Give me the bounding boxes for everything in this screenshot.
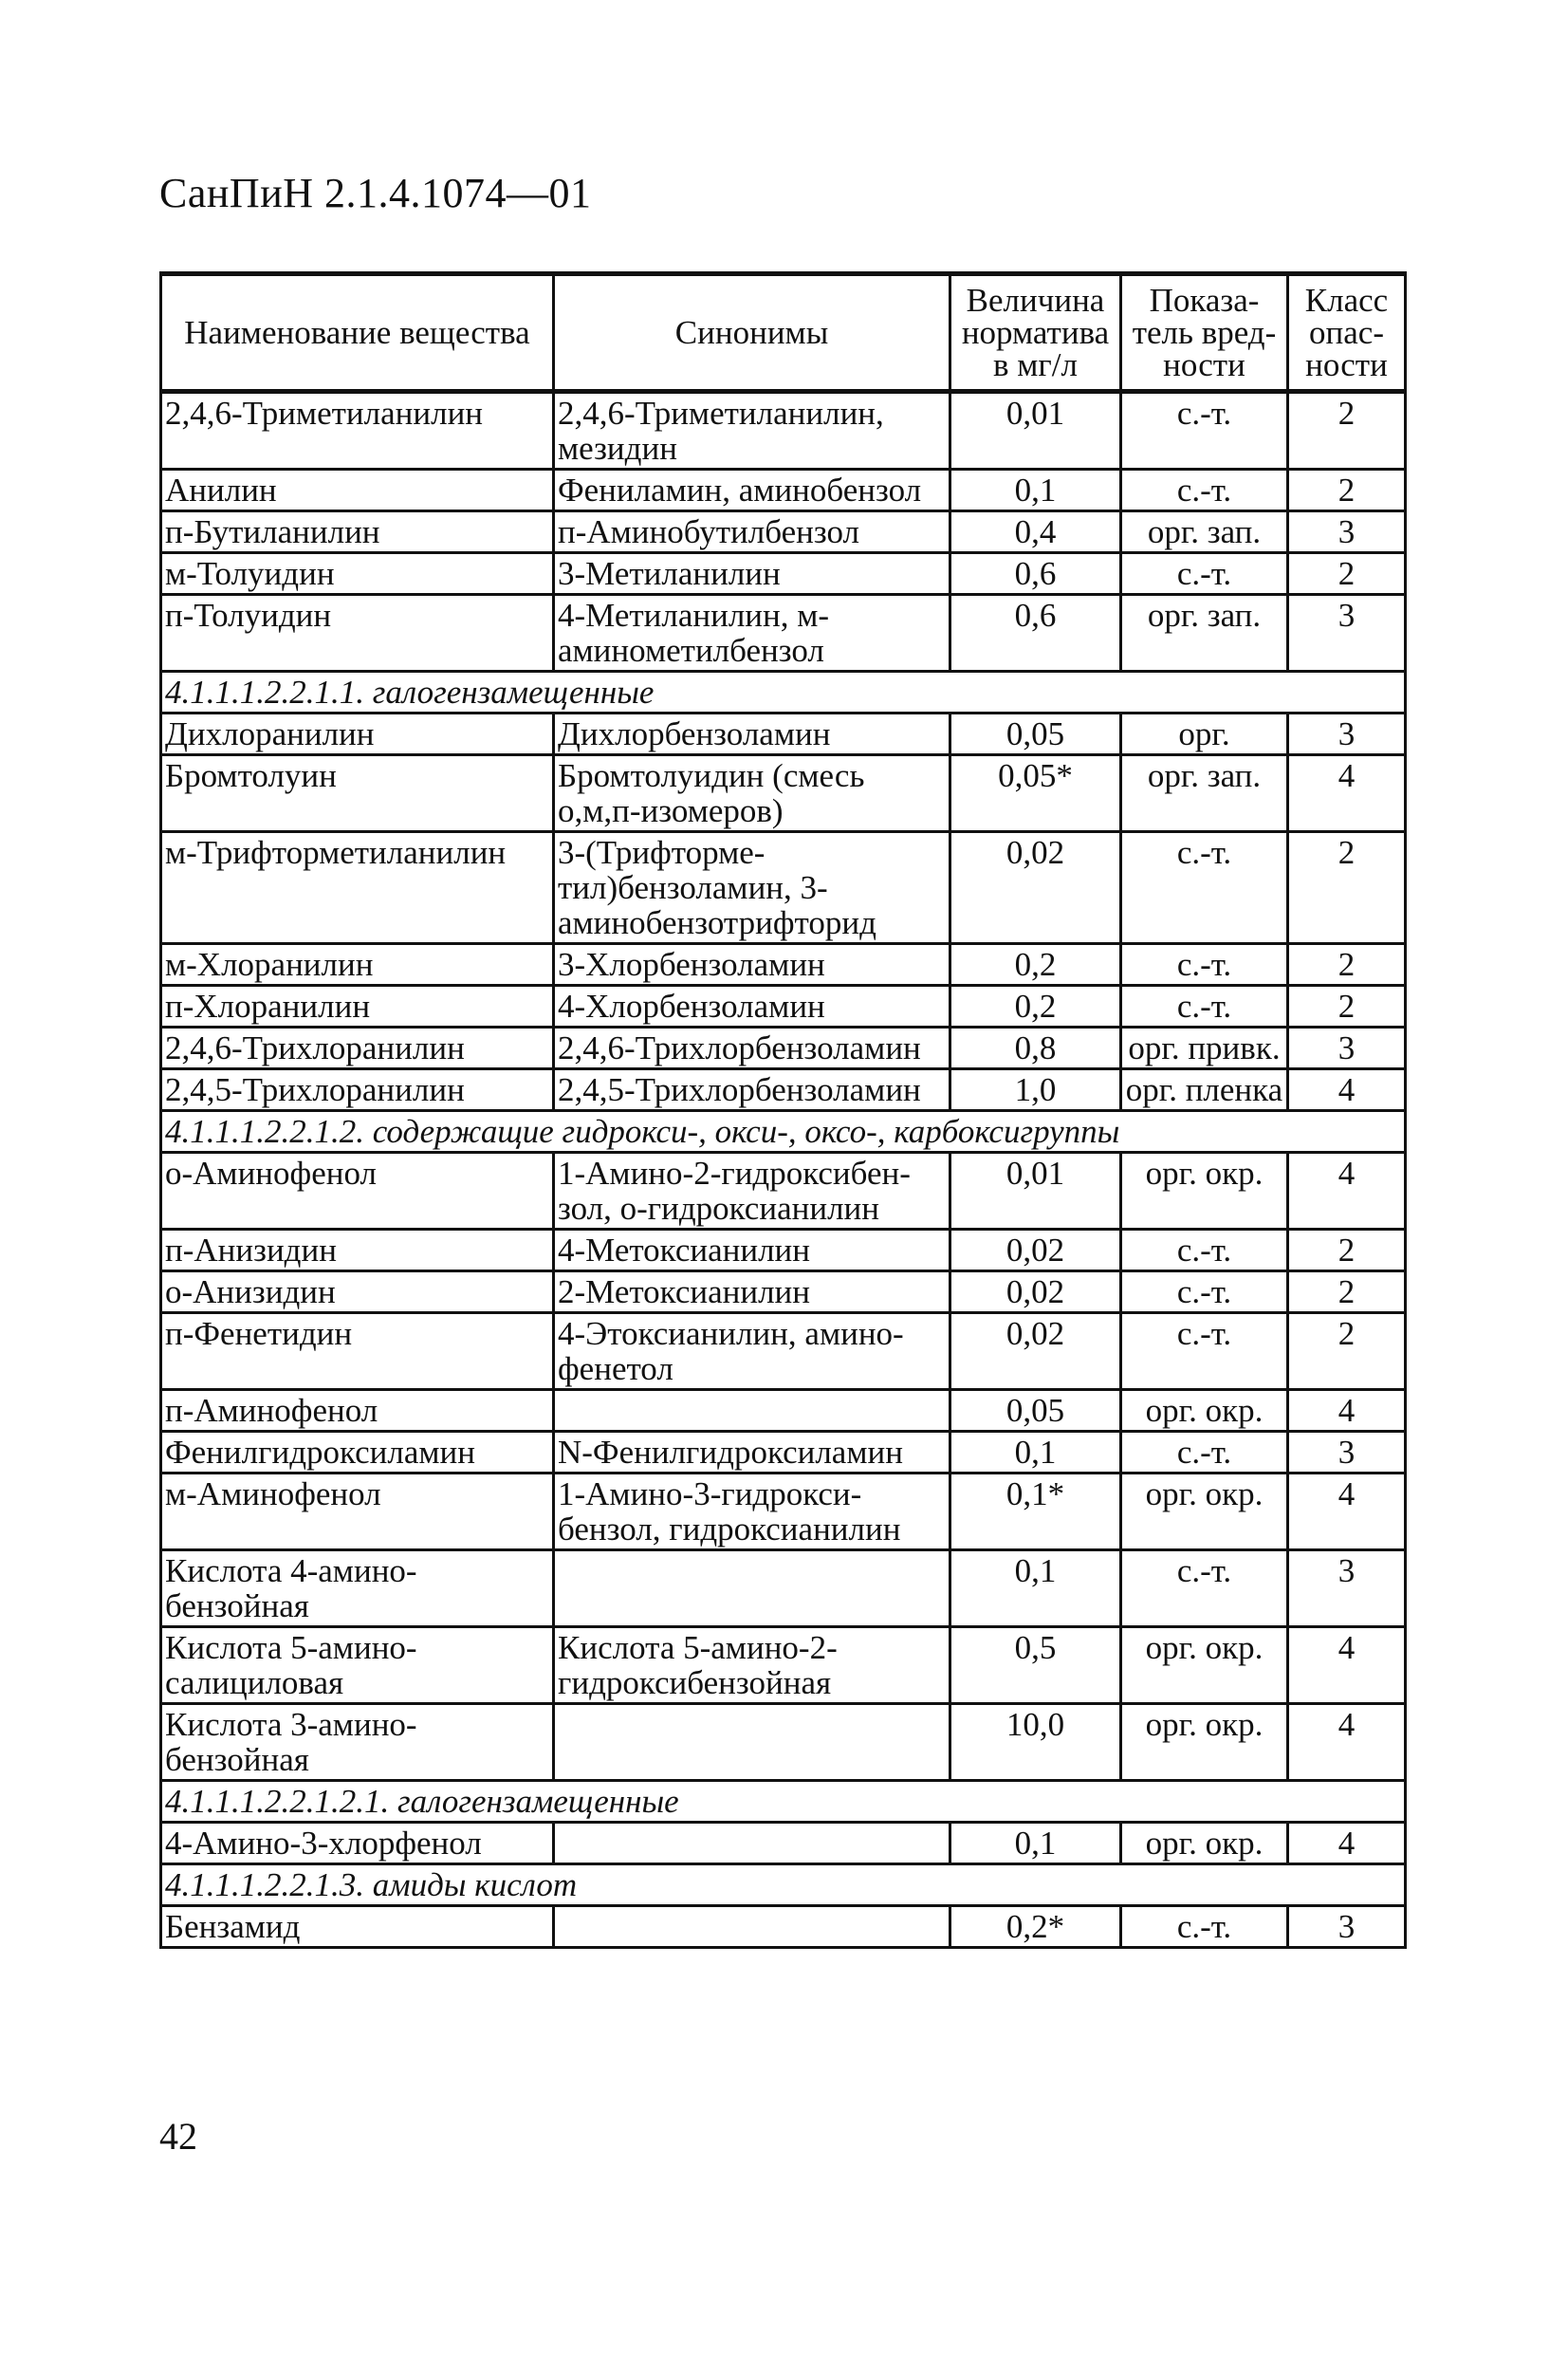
harm-indicator-cell: с.-т.	[1121, 944, 1288, 986]
substance-name-cell: п-Фенетидин	[161, 1313, 554, 1390]
norm-value-cell: 0,4	[950, 511, 1121, 553]
synonyms-cell: 4-Этоксианилин, амино-фенетол	[554, 1313, 950, 1390]
harm-indicator-cell: с.-т.	[1121, 1230, 1288, 1271]
table-row	[161, 1230, 1406, 1271]
substances-table	[159, 271, 1407, 1949]
synonyms-cell: Дихлорбензоламин	[554, 714, 950, 755]
synonyms-cell	[554, 1906, 950, 1948]
synonyms-cell: 4-Хлорбензоламин	[554, 986, 950, 1028]
synonyms-cell: 2,4,6-Трихлорбензоламин	[554, 1028, 950, 1069]
table-row	[161, 392, 1406, 470]
synonyms-cell: Фениламин, аминобензол	[554, 470, 950, 511]
column-header-value: Величина норматива в мг/л	[950, 274, 1121, 392]
section-row	[161, 672, 1406, 714]
column-header-synonyms: Синонимы	[554, 274, 950, 392]
harm-indicator-cell: с.-т.	[1121, 1432, 1288, 1474]
hazard-class-cell: 4	[1288, 1627, 1406, 1704]
hazard-class-cell: 2	[1288, 944, 1406, 986]
hazard-class-cell: 3	[1288, 511, 1406, 553]
hazard-class-cell: 2	[1288, 1313, 1406, 1390]
table-row	[161, 1432, 1406, 1474]
norm-value-cell: 0,6	[950, 553, 1121, 595]
table-row	[161, 1627, 1406, 1704]
hazard-class-cell: 4	[1288, 1069, 1406, 1111]
norm-value-cell: 0,05*	[950, 755, 1121, 832]
section-row	[161, 1781, 1406, 1823]
table-row	[161, 1271, 1406, 1313]
hazard-class-cell: 4	[1288, 1823, 1406, 1864]
norm-value-cell: 1,0	[950, 1069, 1121, 1111]
substance-name-cell: Кислота 3-амино-бензойная	[161, 1704, 554, 1781]
table-row	[161, 553, 1406, 595]
norm-value-cell: 0,5	[950, 1627, 1121, 1704]
norm-value-cell: 0,02	[950, 1230, 1121, 1271]
substance-name-cell: Анилин	[161, 470, 554, 511]
norm-value-cell: 0,2*	[950, 1906, 1121, 1948]
norm-value-cell: 0,01	[950, 1153, 1121, 1230]
harm-indicator-cell: орг. зап.	[1121, 755, 1288, 832]
table-row	[161, 1704, 1406, 1781]
harm-indicator-cell: орг. зап.	[1121, 511, 1288, 553]
norm-value-cell: 0,6	[950, 595, 1121, 672]
harm-indicator-cell: орг. окр.	[1121, 1153, 1288, 1230]
synonyms-cell: 1-Амино-2-гидроксибен-зол, о-гидроксианилин	[554, 1153, 950, 1230]
column-header-indicator: Показа- тель вред- ности	[1121, 274, 1288, 392]
hazard-class-cell: 4	[1288, 1474, 1406, 1550]
substance-name-cell: м-Трифторметиланилин	[161, 832, 554, 944]
hazard-class-cell: 2	[1288, 553, 1406, 595]
hazard-class-cell: 2	[1288, 1271, 1406, 1313]
norm-value-cell: 0,8	[950, 1028, 1121, 1069]
table-row	[161, 1069, 1406, 1111]
harm-indicator-cell: орг. окр.	[1121, 1474, 1288, 1550]
hazard-class-cell: 4	[1288, 1153, 1406, 1230]
substance-name-cell: о-Анизидин	[161, 1271, 554, 1313]
norm-value-cell: 0,2	[950, 944, 1121, 986]
synonyms-cell: 4-Метоксианилин	[554, 1230, 950, 1271]
hazard-class-cell: 3	[1288, 1906, 1406, 1948]
norm-value-cell: 10,0	[950, 1704, 1121, 1781]
hazard-class-cell: 4	[1288, 1390, 1406, 1432]
table-row	[161, 1823, 1406, 1864]
hazard-class-cell: 3	[1288, 1028, 1406, 1069]
substance-name-cell: 2,4,6-Трихлоранилин	[161, 1028, 554, 1069]
norm-value-cell: 0,1	[950, 1432, 1121, 1474]
synonyms-cell: 3-(Трифторме-тил)бензоламин, 3-аминобензотрифторид	[554, 832, 950, 944]
section-row	[161, 1111, 1406, 1153]
harm-indicator-cell: орг. окр.	[1121, 1390, 1288, 1432]
substance-name-cell: Кислота 4-амино-бензойная	[161, 1550, 554, 1627]
synonyms-cell: 2,4,5-Трихлорбензоламин	[554, 1069, 950, 1111]
harm-indicator-cell: орг. зап.	[1121, 595, 1288, 672]
hazard-class-cell: 4	[1288, 1704, 1406, 1781]
table-row	[161, 1550, 1406, 1627]
substance-name-cell: 4-Амино-3-хлорфенол	[161, 1823, 554, 1864]
substance-name-cell: о-Аминофенол	[161, 1153, 554, 1230]
synonyms-cell: 4-Метиланилин, м-аминометилбензол	[554, 595, 950, 672]
substance-name-cell: м-Хлоранилин	[161, 944, 554, 986]
hazard-class-cell: 2	[1288, 832, 1406, 944]
harm-indicator-cell: с.-т.	[1121, 986, 1288, 1028]
hazard-class-cell: 3	[1288, 1432, 1406, 1474]
table-body	[161, 392, 1406, 1948]
substance-name-cell: м-Толуидин	[161, 553, 554, 595]
synonyms-cell: Бромтолуидин (смесь о,м,п-изомеров)	[554, 755, 950, 832]
substance-name-cell: Бромтолуин	[161, 755, 554, 832]
harm-indicator-cell: с.-т.	[1121, 1271, 1288, 1313]
hazard-class-cell: 2	[1288, 392, 1406, 470]
hazard-class-cell: 2	[1288, 470, 1406, 511]
hazard-class-cell: 2	[1288, 1230, 1406, 1271]
norm-value-cell: 0,01	[950, 392, 1121, 470]
norm-value-cell: 0,1*	[950, 1474, 1121, 1550]
substance-name-cell: Бензамид	[161, 1906, 554, 1948]
harm-indicator-cell: с.-т.	[1121, 553, 1288, 595]
substance-name-cell: Фенилгидроксиламин	[161, 1432, 554, 1474]
table-row	[161, 470, 1406, 511]
norm-value-cell: 0,02	[950, 1271, 1121, 1313]
norm-value-cell: 0,02	[950, 1313, 1121, 1390]
synonyms-cell: 3-Хлорбензоламин	[554, 944, 950, 986]
table-header-row	[161, 274, 1406, 392]
synonyms-cell: 1-Амино-3-гидрокси-бензол, гидроксианилин	[554, 1474, 950, 1550]
substance-name-cell: Дихлоранилин	[161, 714, 554, 755]
substance-name-cell: 2,4,5-Трихлоранилин	[161, 1069, 554, 1111]
substance-name-cell: 2,4,6-Триметиланилин	[161, 392, 554, 470]
substance-name-cell: п-Бутиланилин	[161, 511, 554, 553]
section-heading: 4.1.1.1.2.2.1.2.1. галогензамещенные	[161, 1781, 1406, 1823]
harm-indicator-cell: с.-т.	[1121, 1313, 1288, 1390]
harm-indicator-cell: орг. привк.	[1121, 1028, 1288, 1069]
substance-name-cell: п-Анизидин	[161, 1230, 554, 1271]
table-row	[161, 511, 1406, 553]
norm-value-cell: 0,1	[950, 1823, 1121, 1864]
table-row	[161, 1390, 1406, 1432]
harm-indicator-cell: с.-т.	[1121, 1550, 1288, 1627]
norm-value-cell: 0,05	[950, 714, 1121, 755]
harm-indicator-cell: орг. окр.	[1121, 1704, 1288, 1781]
table-row	[161, 714, 1406, 755]
column-header-name: Наименование вещества	[161, 274, 554, 392]
substance-name-cell: п-Аминофенол	[161, 1390, 554, 1432]
synonyms-cell: Кислота 5-амино-2-гидроксибензойная	[554, 1627, 950, 1704]
hazard-class-cell: 4	[1288, 755, 1406, 832]
synonyms-cell: п-Аминобутилбензол	[554, 511, 950, 553]
harm-indicator-cell: орг. пленка	[1121, 1069, 1288, 1111]
harm-indicator-cell: с.-т.	[1121, 1906, 1288, 1948]
synonyms-cell	[554, 1823, 950, 1864]
column-header-class: Класс опас- ности	[1288, 274, 1406, 392]
section-heading: 4.1.1.1.2.2.1.1. галогензамещенные	[161, 672, 1406, 714]
document-header: СанПиН 2.1.4.1074—01	[159, 170, 592, 216]
table-row	[161, 1906, 1406, 1948]
table-row	[161, 986, 1406, 1028]
hazard-class-cell: 3	[1288, 595, 1406, 672]
substance-name-cell: м-Аминофенол	[161, 1474, 554, 1550]
table-row	[161, 1153, 1406, 1230]
harm-indicator-cell: с.-т.	[1121, 832, 1288, 944]
synonyms-cell: 2,4,6-Триметиланилин, мезидин	[554, 392, 950, 470]
synonyms-cell: 3-Метиланилин	[554, 553, 950, 595]
norm-value-cell: 0,1	[950, 470, 1121, 511]
substance-name-cell: п-Хлоранилин	[161, 986, 554, 1028]
table-row	[161, 755, 1406, 832]
harm-indicator-cell: орг.	[1121, 714, 1288, 755]
table-row	[161, 1028, 1406, 1069]
norm-value-cell: 0,2	[950, 986, 1121, 1028]
harm-indicator-cell: с.-т.	[1121, 470, 1288, 511]
synonyms-cell	[554, 1704, 950, 1781]
section-heading: 4.1.1.1.2.2.1.3. амиды кислот	[161, 1864, 1406, 1906]
table-row	[161, 595, 1406, 672]
hazard-class-cell: 3	[1288, 714, 1406, 755]
section-row	[161, 1864, 1406, 1906]
norm-value-cell: 0,05	[950, 1390, 1121, 1432]
page-number: 42	[159, 2115, 197, 2158]
substance-name-cell: Кислота 5-амино-салициловая	[161, 1627, 554, 1704]
norm-value-cell: 0,02	[950, 832, 1121, 944]
harm-indicator-cell: с.-т.	[1121, 392, 1288, 470]
harm-indicator-cell: орг. окр.	[1121, 1823, 1288, 1864]
substance-name-cell: п-Толуидин	[161, 595, 554, 672]
table-row	[161, 1313, 1406, 1390]
synonyms-cell	[554, 1390, 950, 1432]
hazard-class-cell: 3	[1288, 1550, 1406, 1627]
harm-indicator-cell: орг. окр.	[1121, 1627, 1288, 1704]
section-heading: 4.1.1.1.2.2.1.2. содержащие гидрокси-, окси-, оксо-, карбоксигруппы	[161, 1111, 1406, 1153]
table-row	[161, 944, 1406, 986]
synonyms-cell	[554, 1550, 950, 1627]
synonyms-cell: 2-Метоксианилин	[554, 1271, 950, 1313]
table-row	[161, 1474, 1406, 1550]
hazard-class-cell: 2	[1288, 986, 1406, 1028]
synonyms-cell: N-Фенилгидроксиламин	[554, 1432, 950, 1474]
norm-value-cell: 0,1	[950, 1550, 1121, 1627]
table-row	[161, 832, 1406, 944]
